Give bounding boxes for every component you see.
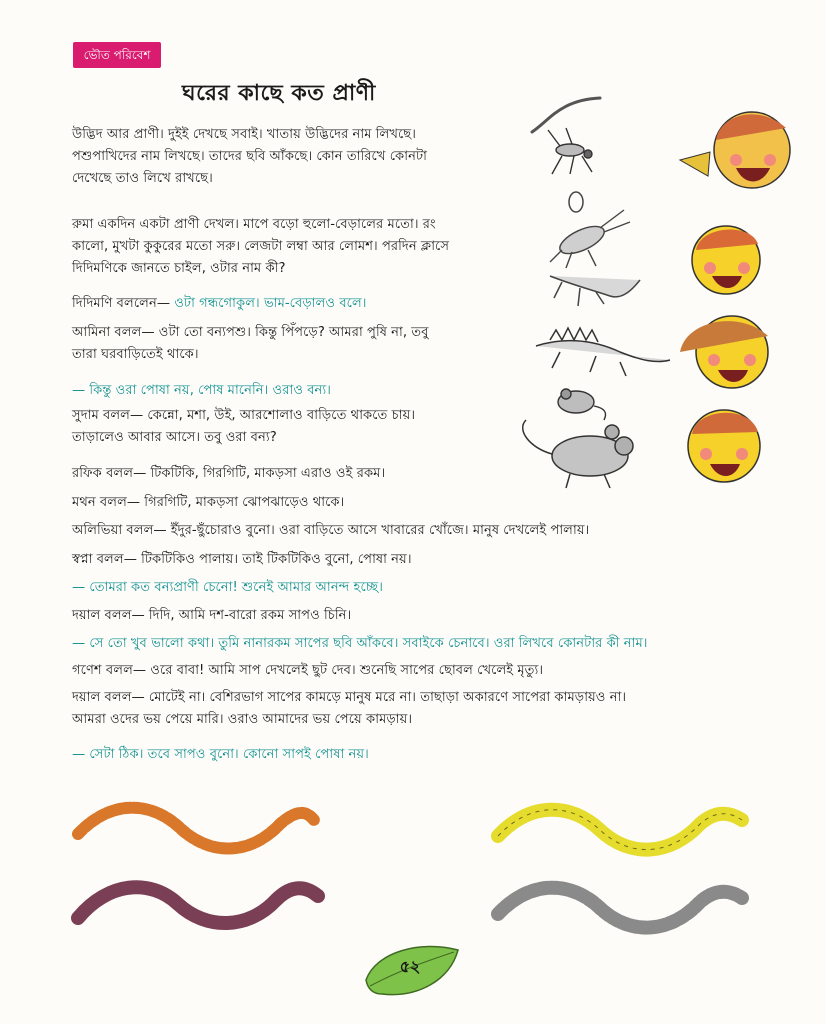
paragraph-8 <box>72 492 344 514</box>
teacher-reply <box>72 577 383 599</box>
worm-icon <box>532 98 600 132</box>
text-line: তাড়ালেও আবার আসে। তবু ওরা বন্য? <box>72 430 277 445</box>
text-line: মথন বলল— গিরগিটি, মাকড়সা ঝোপঝাড়েও থাকে। <box>72 495 345 510</box>
paragraph-7 <box>72 463 385 485</box>
paragraph-9 <box>72 520 589 542</box>
grey-snake-icon <box>498 888 742 928</box>
text-line: দয়াল বলল— দিদি, আমি দশ-বারো রকম সাপও চিনি। <box>72 608 352 623</box>
text-line: অলিভিয়া বলল— ইঁদুর-ছুঁচোরাও বুনো। ওরা বাড়িতে আসে খাবারের খোঁজে। মানুষ দেখলেই পালায়। <box>72 523 590 538</box>
teacher-reply: ওটা গন্ধগোকুল। ভাম-বেড়ালও বলে। <box>174 296 367 311</box>
mouse-icon <box>558 389 606 420</box>
chameleon-icon <box>536 328 670 376</box>
text-line: রুমা একদিন একটা প্রাণী দেখল। মাপে বড়ো হুলো-বেড়ালের মতো। রং <box>72 217 436 232</box>
text-line: স্বপ্না বলল— টিকটিকিও পালায়। তাই টিকটিকিও বুনো, পোষা নয়। <box>72 552 412 567</box>
paragraph-3 <box>72 293 367 315</box>
paragraph-10 <box>72 549 412 571</box>
paragraph-14 <box>72 660 543 682</box>
paragraph-15 <box>72 687 626 731</box>
cockroach-icon <box>550 210 630 268</box>
lizard-icon <box>550 276 640 306</box>
text-line: সুদাম বলল— কেন্নো, মশা, উই, আরশোলাও বাড়িতে থাকতে চায়। <box>72 408 416 423</box>
page-number: ৫২ <box>399 957 421 976</box>
child-face-icon <box>680 316 768 388</box>
paragraph-4 <box>72 322 429 366</box>
paragraph-6 <box>72 405 415 449</box>
text-line: পশুপাখিদের নাম লিখছে। তাদের ছবি আঁকছে। কোন তারিখে কোনটা <box>72 149 427 164</box>
rat-icon <box>523 420 633 488</box>
section-badge: ভৌত পরিবেশ <box>73 42 161 68</box>
paragraph-12 <box>72 605 351 627</box>
text-line: রফিক বলল— টিকটিকি, গিরগিটি, মাকড়সা এরাও ওই রকম। <box>72 466 386 481</box>
text-line: — কিন্তু ওরা পোষা নয়, পোষ মানেনি। ওরাও বন্য। <box>72 383 331 398</box>
text-line: আমরা ওদের ভয় পেয়ে মারি। ওরাও আমাদের ভয় পেয়ে কামড়ায়। <box>72 712 413 727</box>
paragraph-2 <box>72 214 449 280</box>
text-line: আমিনা বলল— ওটা তো বন্যপশু। কিন্তু পিঁপড়ে? আমরা পুষি না, তবু <box>72 325 429 340</box>
text-line: — সেটা ঠিক। তবে সাপও বুনো। কোনো সাপই পোষা নয়। <box>72 747 369 762</box>
child-face-icon <box>680 112 790 188</box>
purple-snake-icon <box>78 887 318 923</box>
teacher-reply <box>72 380 331 402</box>
speaker-label: দিদিমণি বললেন— <box>72 296 175 311</box>
orange-snake-icon <box>78 808 314 849</box>
text-line: দিদিমণিকে জানতে চাইল, ওটার নাম কী? <box>72 261 286 276</box>
text-line: গণেশ বলল— ওরে বাবা! আমি সাপ দেখলেই ছুট দেব। শুনেছি সাপের ছোবল খেলেই মৃত্যু। <box>72 663 544 678</box>
text-line: কালো, মুখটা কুকুরের মতো সরু। লেজটা লম্বা আর লোমশ। পরদিন ক্লাসে <box>72 239 450 254</box>
text-line: তারা ঘরবাড়িতেই থাকে। <box>72 347 199 362</box>
paragraph-1 <box>72 124 427 190</box>
text-line: — তোমরা কত বন্যপ্রাণী চেনো! শুনেই আমার আনন্দ হচ্ছে। <box>72 580 383 595</box>
teacher-reply <box>72 633 648 655</box>
text-line: দেখেছে তাও লিখে রাখছে। <box>72 171 213 186</box>
mosquito-icon <box>548 128 592 174</box>
text-line: উদ্ভিদ আর প্রাণী। দুইই দেখছে সবাই। খাতায় উদ্ভিদের নাম লিখছে। <box>72 127 416 142</box>
text-line: — সে তো খুব ভালো কথা। তুমি নানারকম সাপের ছবি আঁকবে। সবাইকে চেনাবে। ওরা লিখবে কোনটার কী নাম। <box>72 636 648 651</box>
creatures-illustration <box>500 90 826 500</box>
teacher-reply <box>72 744 369 766</box>
snakes-illustration <box>0 780 826 960</box>
termite-icon <box>569 192 583 212</box>
child-face-icon <box>692 226 760 294</box>
yellow-snake-icon <box>498 810 742 850</box>
child-face-icon <box>688 410 760 482</box>
page-title: ঘরের কাছে কত প্রাণী <box>182 81 376 106</box>
text-line: দয়াল বলল— মোটেই না। বেশিরভাগ সাপের কামড়ে মানুষ মরে না। তাছাড়া অকারণে সাপেরা কামড়ায়ও না। <box>72 690 627 705</box>
